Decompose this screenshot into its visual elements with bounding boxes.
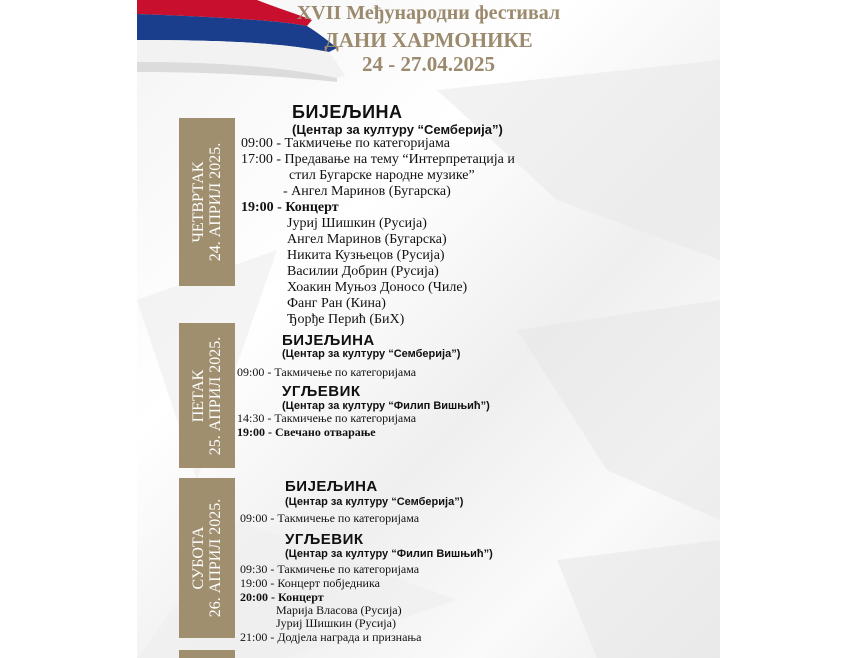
- schedule-line: 09:00 - Такмичење по категоријама: [241, 136, 450, 151]
- performer: Јуриј Шишкин (Русија): [276, 616, 396, 630]
- venue: (Центар за културу “Филип Вишњић”): [282, 400, 490, 412]
- day-label-friday: [179, 323, 235, 468]
- venue: (Центар за културу “Семберија”): [282, 348, 461, 360]
- schedule-line: 21:00 - Додјела награда и признања: [240, 630, 422, 644]
- schedule-line: 09:00 - Такмичење по категоријама: [237, 365, 417, 379]
- city-bijeljina: БИЈЕЉИНА: [282, 332, 375, 349]
- city-ugljevik: УГЉЕВИК: [285, 531, 364, 548]
- day-date: 26. АПРИЛ 2025.: [207, 498, 225, 618]
- city-bijeljina: БИЈЕЉИНА: [292, 102, 403, 122]
- concert-time: 19:00 - Концерт: [241, 200, 339, 215]
- city-bijeljina: БИЈЕЉИНА: [285, 478, 378, 495]
- concert-time: 20:00 - Концерт: [240, 590, 324, 604]
- schedule-line: - Ангел Маринов (Бугарска): [283, 184, 451, 199]
- performer: Марија Власова (Русија): [276, 603, 402, 617]
- performer: Јуриј Шишкин (Русија): [287, 216, 427, 231]
- day-name: ЧЕТВРТАК: [190, 161, 208, 243]
- venue: (Центар за културу “Филип Вишњић”): [285, 548, 493, 560]
- venue: (Центар за културу “Семберија”): [292, 122, 503, 137]
- schedule-line: 09:00 - Такмичење по категоријама: [240, 511, 420, 525]
- day-name: ПЕТАК: [190, 369, 208, 422]
- performer: Ангел Маринов (Бугарска): [287, 232, 447, 247]
- venue: (Центар за културу “Семберија”): [285, 496, 464, 508]
- performer: Фанг Ран (Кина): [287, 296, 386, 311]
- day-name: СУБОТА: [190, 526, 208, 590]
- schedule-line: 17:00 - Предавање на тему “Интерпретација и: [241, 152, 515, 167]
- performer: Никита Кузњецов (Русија): [287, 248, 445, 263]
- schedule-line: 09:30 - Такмичење по категоријама: [240, 562, 420, 576]
- day-label-thursday: [179, 118, 235, 286]
- schedule-line: 14:30 - Такмичење по категоријама: [237, 411, 417, 425]
- schedule-line: 19:00 - Концерт побједника: [240, 576, 380, 590]
- opening-ceremony: 19:00 - Свечано отварање: [237, 425, 376, 439]
- festival-dates: 24 - 27.04.2025: [362, 52, 495, 76]
- festival-poster: [137, 0, 720, 658]
- performer: Ђорђе Перић (БиХ): [287, 312, 405, 327]
- day-label-saturday: [179, 478, 235, 638]
- performer: Хоакин Муњоз Доносо (Чиле): [287, 280, 468, 295]
- performer: Василии Добрин (Русија): [287, 264, 439, 279]
- day-date: 25. АПРИЛ 2025.: [207, 336, 225, 455]
- festival-title: ДАНИ ХАРМОНИКЕ: [324, 28, 533, 52]
- festival-edition: XVII Међународни фестивал: [296, 2, 561, 24]
- day-date: 24. АПРИЛ 2025.: [207, 142, 225, 262]
- city-ugljevik: УГЉЕВИК: [282, 383, 361, 400]
- day-band-next: [179, 650, 235, 658]
- schedule-line: стил Бугарске народне музике”: [289, 168, 475, 183]
